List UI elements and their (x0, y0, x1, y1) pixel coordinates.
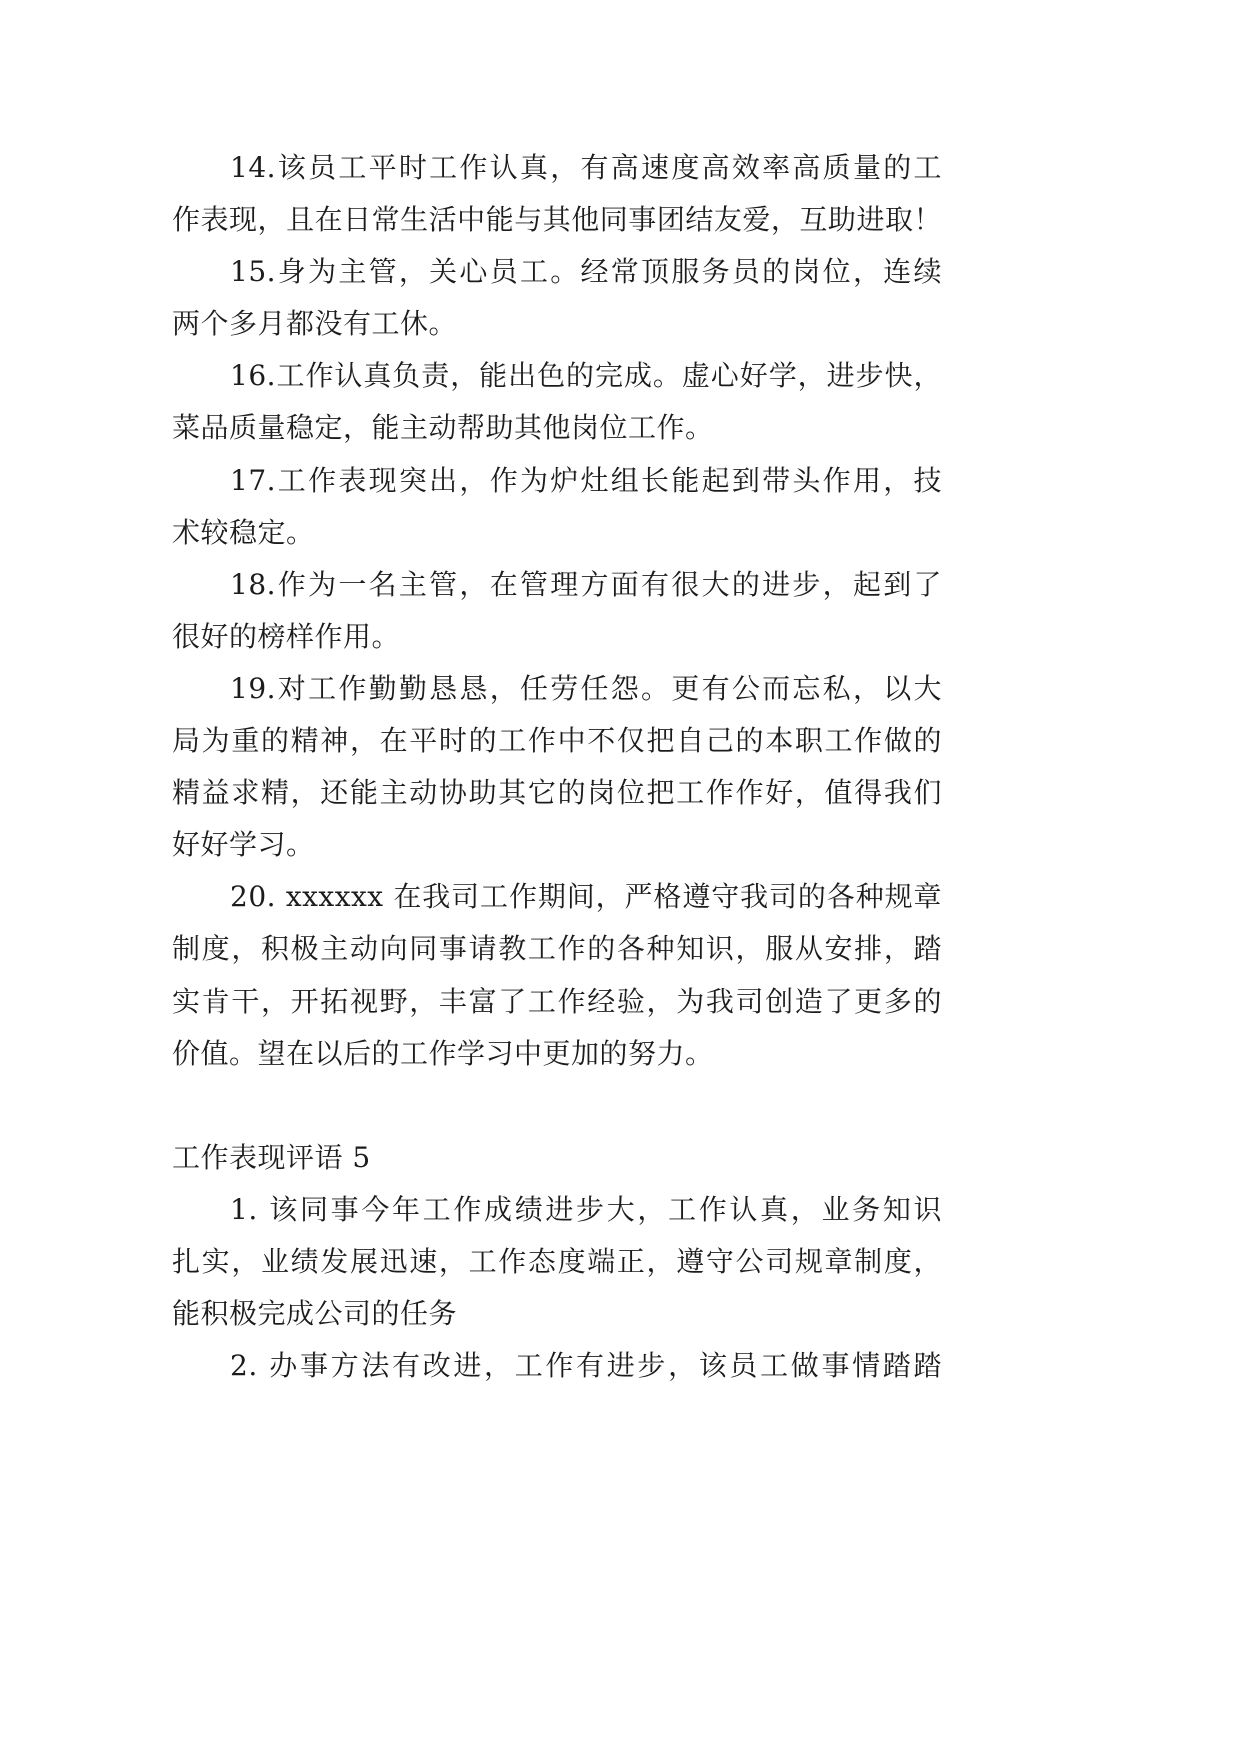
text-line: 很好的榜样作用。 (172, 619, 401, 653)
paragraph-section-1 (172, 1184, 942, 1340)
document-body (172, 142, 942, 1392)
text-line: 16.工作认真负责，能出色的完成。虚心好学，进步快， (230, 359, 942, 393)
text-line: 术较稳定。 (172, 515, 315, 549)
paragraph-17 (172, 455, 942, 559)
text-line: 14.该员工平时工作认真，有高速度高效率高质量的工 (230, 151, 942, 184)
text-line: 局为重的精神，在平时的工作中不仅把自己的本职工作做的 (172, 724, 942, 758)
paragraph-15 (172, 246, 942, 350)
text-line: 两个多月都没有工休。 (172, 307, 458, 341)
text-line: 菜品质量稳定，能主动帮助其他岗位工作。 (172, 411, 714, 445)
text-line: 18.作为一名主管，在管理方面有很大的进步，起到了 (230, 567, 942, 601)
paragraph-19 (172, 663, 942, 871)
text-line: 扎实，业绩发展迅速，工作态度端正，遵守公司规章制度， (172, 1244, 942, 1278)
text-line: 作表现，且在日常生活中能与其他同事团结友爱，互助进取！ (172, 203, 942, 237)
section-heading: 工作表现评语 5 (172, 1140, 371, 1174)
text-line: 20. xxxxxx 在我司工作期间，严格遵守我司的各种规章 (230, 880, 942, 914)
paragraph-20 (172, 871, 942, 1079)
text-line: 好好学习。 (172, 828, 315, 862)
text-line: 精益求精，还能主动协助其它的岗位把工作作好，值得我们 (172, 776, 942, 810)
text-line: 15.身为主管，关心员工。经常顶服务员的岗位，连续 (230, 255, 942, 289)
text-line: 19.对工作勤勤恳恳，任劳任怨。更有公而忘私，以大 (230, 671, 942, 705)
paragraph-16 (172, 350, 942, 454)
text-line: 1. 该同事今年工作成绩进步大，工作认真，业务知识 (230, 1192, 942, 1226)
blank-line (172, 1080, 942, 1132)
paragraph-section-2 (172, 1340, 942, 1392)
text-line: 能积极完成公司的任务 (172, 1297, 458, 1331)
text-line: 实肯干，开拓视野，丰富了工作经验，为我司创造了更多的 (172, 984, 942, 1018)
text-line: 17.工作表现突出，作为炉灶组长能起到带头作用，技 (230, 463, 942, 497)
paragraph-18 (172, 559, 942, 663)
text-line: 价值。望在以后的工作学习中更加的努力。 (172, 1036, 714, 1070)
text-line: 2. 办事方法有改进，工作有进步，该员工做事情踏踏 (230, 1349, 942, 1383)
text-line: 制度，积极主动向同事请教工作的各种知识，服从安排，踏 (172, 932, 942, 966)
paragraph-14 (172, 142, 942, 246)
